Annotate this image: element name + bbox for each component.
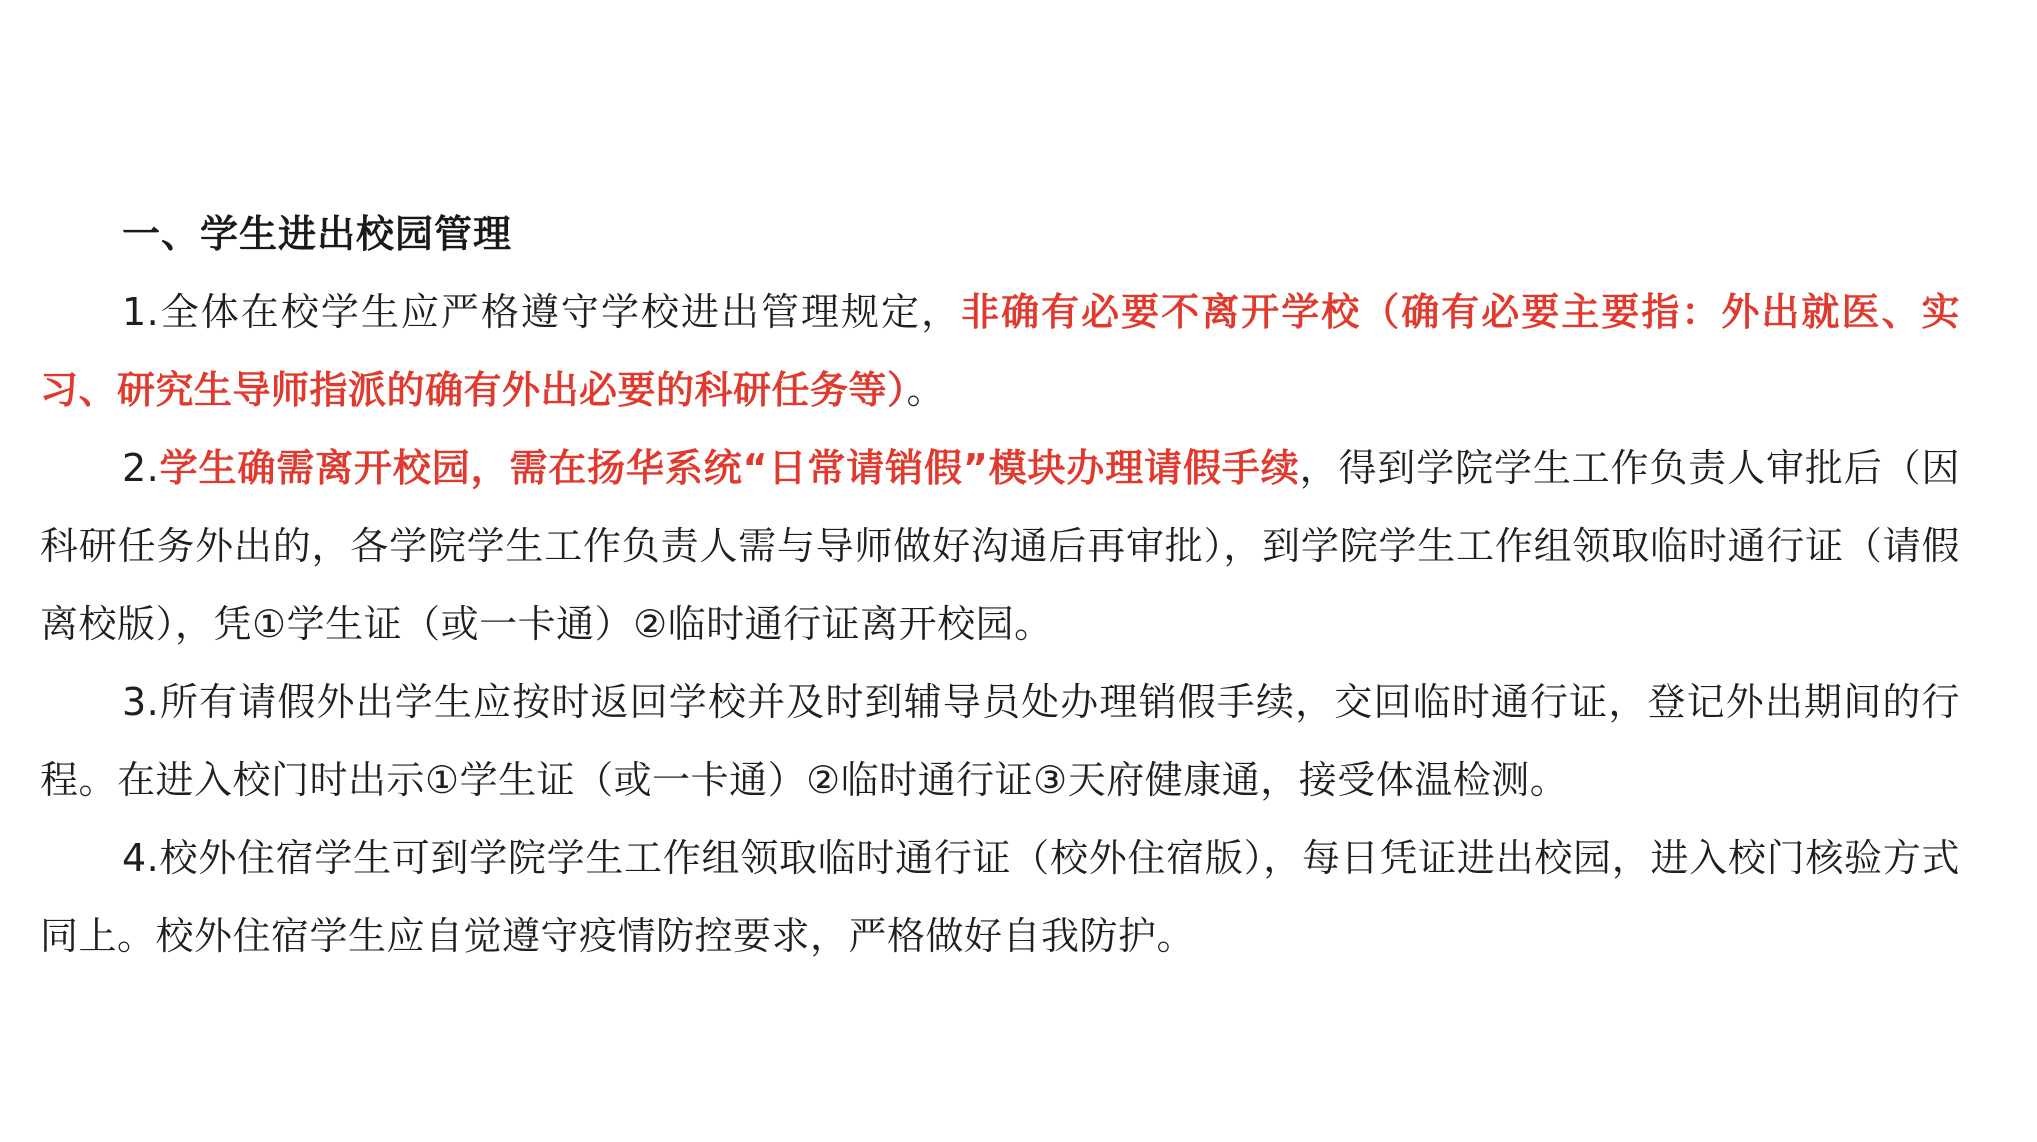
document-body [40,195,1960,975]
paragraph-4: 4.校外住宿学生可到学院学生工作组领取临时通行证（校外住宿版），每日凭证进出校园，进入校门核验方式同上。校外住宿学生应自觉遵守疫情防控要求，严格做好自我防护。 [40,836,1960,958]
paragraph-3: 3.所有请假外出学生应按时返回学校并及时到辅导员处办理销假手续，交回临时通行证，登记外出期间的行程。在进入校门时出示①学生证（或一卡通）②临时通行证③天府健康通，接受体温检测。 [40,680,1960,802]
paragraph-2-highlight: 学生确需离开校园，需在扬华系统“日常请销假”模块办理请假手续 [159,446,1300,490]
paragraph-1-text: 1.全体在校学生应严格遵守学校进出管理规定， [122,290,962,334]
paragraph-2-number: 2. [122,446,160,490]
paragraph-1-highlight: 非确有必要不离开学校（确有必要主要指：外出就医、实习、研究生导师指派的确有外出必要的科研任务等） [40,290,1960,412]
paragraph-2-text: ，得到学院学生工作负责人审批后（因科研任务外出的，各学院学生工作负责人需与导师做好沟通后再审批），到学院学生工作组领取临时通行证（请假离校版），凭①学生证（或一卡通）②临时通行证离开校园。 [40,446,1960,646]
paragraph-2 [40,429,1960,663]
paragraph-1 [40,273,1960,429]
paragraph-1-end: 。 [906,368,946,412]
section-heading: 一、学生进出校园管理 [122,212,513,256]
